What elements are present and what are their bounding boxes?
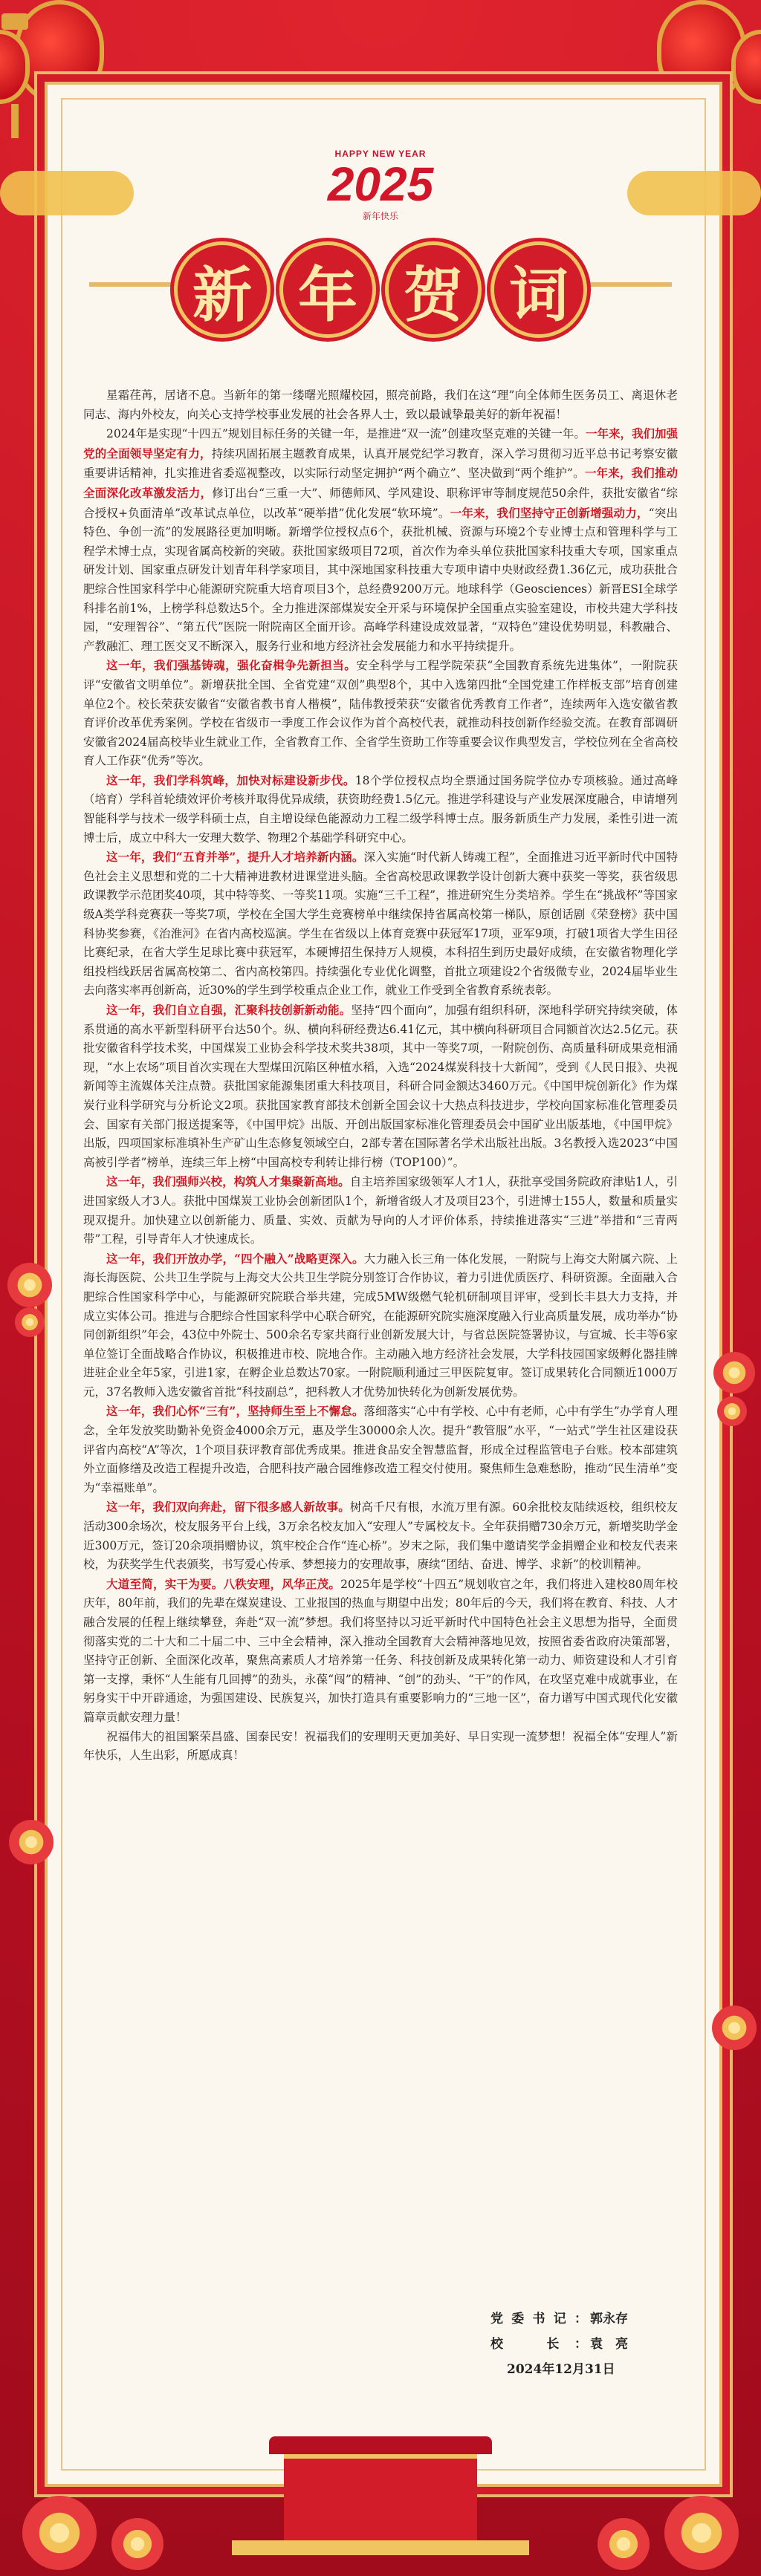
paragraph: [83, 848, 678, 1001]
paragraph: [83, 1001, 678, 1172]
body-text: 大力融入长三角一体化发展，一附院与上海交大附属六院、上海长海医院、公共卫生学院与上海交大公共卫生学院分别签订合作协议，着力引进优质医疗、科研资源。全面融入合肥综合性国家科学中心，与能源研究院联合举共建，完成5MW级燃气轮机研制项目评审，受到长丰县大力支持，并成立实体公司。推进与合肥综合性国家科学中心联合研究，在能源研究院实施深度融入行业高质量发展，成功举办“协同创新组织”年会，43位中外院士、500余名专家共商行业创新发展大计，与省总医院签署协议，与宣城、长丰等6家单位签订全面战略合作协议，积极推进市校、院地合作。主动融入地方经济社会发展，大学科技园国家级孵化器挂牌进驻企业全年5家，引进1家，在孵企业总数达70家。一附院顺利通过三甲医院复审。签订成果转化合同额近1000万元，37名教师入选安徽省首批“科技副总”，把科教人才优势加快转化为创新发展优势。: [83, 1252, 678, 1399]
secretary-name: 郭永存: [590, 2312, 628, 2326]
highlight-text: 这一年，我们心怀“三有”，坚持师生至上不懈怠。: [106, 1404, 364, 1419]
body-text: 自主培养国家级领军人才1人，获批享受国务院政府津贴1人，引进国家级人才3人。获批中国煤炭工业协会创新团队1个，新增省级人才及项目23个，引进博士155人，数量和质量实现双提升。加快建立以创新能力、质量、实效、贡献为导向的人才评价体系，持续推进落实“三进”举措和“三青两带”工程，引导青年人才快速成长。: [83, 1175, 678, 1246]
flower-left-3-icon: [9, 1820, 54, 1864]
flower-bottom-left-icon: [22, 2496, 97, 2570]
highlight-text: 一年来，我们加强党的全面领导坚定有力，: [83, 426, 678, 461]
highlight-text: 这一年，我们学科筑峰，加快对标建设新步伐。: [106, 773, 355, 787]
title-char-4: 词: [494, 245, 583, 334]
paragraph: [83, 1402, 678, 1497]
flower-left-1-icon: [7, 1263, 52, 1307]
paragraph: [83, 1172, 678, 1249]
highlight-text: 一年来，我们推动全面深化改革激发活力，: [83, 466, 678, 500]
year-title: 2025: [327, 157, 434, 211]
highlight-text: 这一年，我们自立自强，汇聚科技创新新动能。: [106, 1003, 352, 1017]
highlight-text: 这一年，我们强师兴校，构筑人才集聚新高地。: [106, 1174, 350, 1189]
secretary-label: 党委书记：: [490, 2312, 587, 2326]
flower-right-1-icon: [713, 1352, 755, 1393]
paragraph: [83, 771, 678, 848]
paragraph: [83, 386, 678, 424]
highlight-text: 这一年，我们强基铸魂，强化奋楫争先新担当。: [106, 658, 357, 673]
flower-right-3-icon: [712, 2006, 757, 2050]
bottom-gate-decoration: [284, 2451, 477, 2555]
highlight-text: 大道至简，实干为要。八秩安理，风华正茂。: [106, 1576, 341, 1591]
body-text: 修订出台“三重一大”、师德师风、学风建设、职称评审等制度规范50余件，获批安徽省“综合授权+负面清单”改革试点单位，以改革“硬举措”优化发展“软环境”。: [83, 486, 678, 520]
letter-date: 2024年12月31日: [507, 2362, 615, 2377]
flower-bottom-right-icon: [664, 2496, 739, 2570]
paragraph: [83, 1728, 678, 1766]
paragraph: [83, 1497, 678, 1574]
body-text: 星霜荏苒，居诸不息。当新年的第一缕曙光照耀校园，照亮前路，我们在这“理”向全体师生医务员工、离退休老同志、海内外校友，向关心支持学校事业发展的社会各界人士，致以最诚挚最美好的新年祝福！: [83, 388, 678, 421]
flower-bottom-right-2-icon: [598, 2518, 650, 2570]
header-block: [0, 149, 761, 222]
paragraph: [83, 656, 678, 771]
letter-body: [83, 386, 678, 1766]
highlight-text: 这一年，我们双向奔赴，留下很多感人新故事。: [106, 1500, 350, 1515]
title-char-1: 新: [178, 245, 267, 334]
body-text: 持续巩固拓展主题教育成果，认真开展党纪学习教育，深入学习贯彻习近平总书记考察安徽重要讲话精神，扎实推进省委巡视整改，以实际行动坚定拥护“两个确立”、坚决做到“两个维护”。: [83, 446, 678, 481]
body-text: 2024年是实现“十四五”规划目标任务的关键一年，是推进“双一流”创建攻坚克难的关键一年。: [106, 427, 586, 441]
highlight-text: 这一年，我们“五育并举”，提升人才培养新内涵。: [106, 850, 364, 865]
body-text: 坚持“四个面向”，加强有组织科研，深地科学研究持续突破，体系贯通的高水平新型科研平台达50个。纵、横向科研经费达6.41亿元，其中横向科研项目合同额首次达2.5亿元。获批安徽省科学技术奖，中国煤炭工业协会科学技术奖共38项，其中一等奖7项，一附院创伤、高质量科研成果竞相涌现，“水上农场”项目首次实现在大型煤田沉陷区种植水稻，入选“2024煤炭科技十大新闻”，受到《人民日报》、央视新闻等主流媒体关注点赞。获批国家能源集团重大科技项目，科研合同金额达3460万元。《中国甲烷创新化》作为煤炭行业科学研究与分析论文2项。获批国家教育部技术创新全国会议十大热点科技进步，学校向国家标准化管理委员会、国家有关部门报送提案等，《中国甲烷》出版、开创出版国家标准化管理委员会中国矿业出版基地，《中国甲烷》出版，四项国家标准填补生产矿山生态修复领域空白，2部专著在国际著名学术出版社出版。3名教授入选2023“中国高被引学者”榜单，连续三年上榜“中国高校专利转让排行榜（TOP100）”。: [83, 1004, 678, 1169]
highlight-text: 这一年，我们开放办学，“四个融入”战略更深入。: [106, 1251, 364, 1266]
body-text: 安全科学与工程学院荣获“全国教育系统先进集体”，一附院获评“安徽省文明单位”。新增获批全国、全省党建“双创”典型8个，其中入选第四批“全国党建工作样板支部”培育创建单位2个。校长荣获安徽省“安徽省教书育人楷模”，陆伟教授荣获“安徽省优秀教育工作者”，连续两年入选安徽省教育评价改革优秀案例。学校在省级市一季度工作会议作为首个高校代表，就推动科技创新作经验交流。在教育部调研安徽省2024届高校毕业生就业工作，全省教育工作、全省学生资助工作等重要会议作典型发言，学校位列在全省高校育人工作获“优秀”等次。: [83, 659, 678, 768]
title-char-3: 贺: [389, 245, 478, 334]
flower-right-2-icon: [717, 1396, 747, 1426]
body-text: 18个学位授权点均全票通过国务院学位办专项核验。通过高峰（培育）学科首轮绩效评价考核并取得优异成绩，获资助经费1.5亿元。推进学科建设与产业发展深度融合，申请增列智能科学与技术一级学科硕士点，自主增设绿色能源动力工程二级学科博士点。服务新质生产力发展，柔性引进一流博士后，成立中科大一安理大数学、物理2个基础学科研究中心。: [83, 773, 678, 845]
body-text: 深入实施“时代新人铸魂工程”，全面推进习近平新时代中国特色社会主义思想和党的二十大精神进教材进课堂进头脑。全省高校思政课教学设计创新大赛中获奖一等奖，获省级思政课教学示范团奖40项，其中特等奖、一等奖11项。实施“三千工程”，推进研究生分类培养。学生在“挑战杯”等国家级A类学科竞赛获一等奖7项，学校在全国大学生竞赛榜单中继续保持省属高校第一梯队，原创话剧《荣登榜》获中国科协奖参赛，《治淮河》在省内高校巡演。学生在省级以上体育竞赛中获冠军17项，亚军9项，打破1项省大学生田径比赛纪录，在省大学生足球比赛中获冠军，本硬博招生保持万人规模，本科招生到历史最好成绩，在安徽省物理化学组投档线跃居省属高校第二、省内高校第四。持续强化专业优化调整，首批立项建设2个省级微专业，2024届毕业生去向落实率再创新高，近30%的学生到学校重点企业工作，就业工作受到全省教育系统表彰。: [83, 850, 678, 998]
page-title: [0, 245, 761, 334]
flower-left-2-icon: [15, 1307, 45, 1337]
president-label: 校 长：: [490, 2337, 587, 2352]
body-text: 祝福伟大的祖国繁荣昌盛、国泰民安！祝福我们的安理明天更加美好、早日实现一流梦想！祝福全体“安理人”新年快乐，人生出彩，所愿成真！: [83, 1729, 678, 1763]
signature-block: [490, 2306, 684, 2382]
title-char-2: 年: [283, 245, 372, 334]
highlight-text: 一年来，我们坚持守正创新增强动力，: [450, 505, 649, 520]
president-name: 袁 亮: [590, 2337, 628, 2352]
flower-bottom-left-2-icon: [111, 2518, 163, 2570]
paragraph: [83, 1249, 678, 1402]
body-text: 树高千尺有根，水流万里有源。60余批校友陆续返校，组织校友活动300余场次，校友服务平台上线，3万余名校友加入“安理人”专属校友卡。全年获捐赠730余万元，新增奖助学金近300万元，签订20余项捐赠协议，筑牢校企合作“连心桥”。岁末之际，我们集中邀请奖学金捐赠企业和校友代表来校，为获奖学生代表颁奖，书写爱心传承、梦想接力的安理故事，赓续“团结、奋进、博学、求新”的校训精神。: [83, 1500, 678, 1572]
festival-subtitle: 新年快乐: [362, 211, 398, 221]
body-text: 落细落实“心中有学校、心中有老师，心中有学生”办学育人理念，全年发放奖助勤补免资金4000余万元，惠及学生30000余人次。提升“教管服”水平，“一站式”学生社区建设获评省内高校“A”等次，1个项目获评教育部优秀成果。推进食品安全智慧监督，形成全过程监管电子台账。校本部建筑外立面修缮及改造工程提升改造，合肥科技产融合园维修改造工程交付使用。聚焦师生急难愁盼，推动“民生清单”变为“幸福账单”。: [83, 1405, 678, 1494]
paragraph: [83, 1575, 678, 1728]
bottom-stair-decoration: [232, 2540, 529, 2555]
body-text: “突出特色、争创一流”的发展路径更加明晰。新增学位授权点6个，获批机械、资源与环境2个专业博士点和管理科学与工程学术博士点，实现省属高校新的突破。获批国家级项目72项，首次作为牵头单位获批国家科技重大专项，国家重点研发计划、国家重点研发计划青年科学家项目，其中深地国家科技重大专项申请中央财政经费1.36亿元，成功获批合肥综合性国家科学中心能源研究院重大培育项目3个，总经费9200万元。地球科学（Geosciences）新晋ESI全球学科排名前1%，上榜学科总数达5个。全力推进深部煤炭安全开采与环境保护全国重点实验室建设，市校共建大学科技园，“安理智谷”、“第五代”医院一附院南区全面开诊。高峰学科建设成效显著，“双特色”建设优势明显，科教融合、产教融汇、理工医交叉不断深入，服务行业和地方经济社会发展能力和水平持续提升。: [83, 506, 678, 653]
paragraph: [83, 424, 678, 656]
body-text: 2025年是学校“十四五”规划收官之年，我们将进入建校80周年校庆年，80年前，我们的先辈在煤炭建设、工业报国的热血与期望中出发；80年后的今天，我们将在教育、科技、人才融合发展的任程上继续攀登，奔赴“双一流”梦想。我们将坚持以习近平新时代中国特色社会主义思想为指导，全面贯彻落实党的二十大和二十届二中、三中全会精神，深入推动全国教育大会精神落地见效，按照省委省政府决策部署，坚持守正创新、全面深化改革，聚焦高素质人才培养第一任务、科技创新及成果转化第一动力、师资建设和人才引育第一支撑，秉怀“人生能有几回搏”的劲头，永葆“闯”的精神、“创”的劲头、“干”的作风，在攻坚克难中成就事业，在躬身实干中开辟通途，为强国建设、民族复兴，加快打造具有重要影响力的“三地一区”，奋力谱写中国式现代化安徽篇章贡献安理力量！: [83, 1577, 678, 1724]
happy-new-year-text: HAPPY NEW YEAR: [334, 149, 427, 159]
